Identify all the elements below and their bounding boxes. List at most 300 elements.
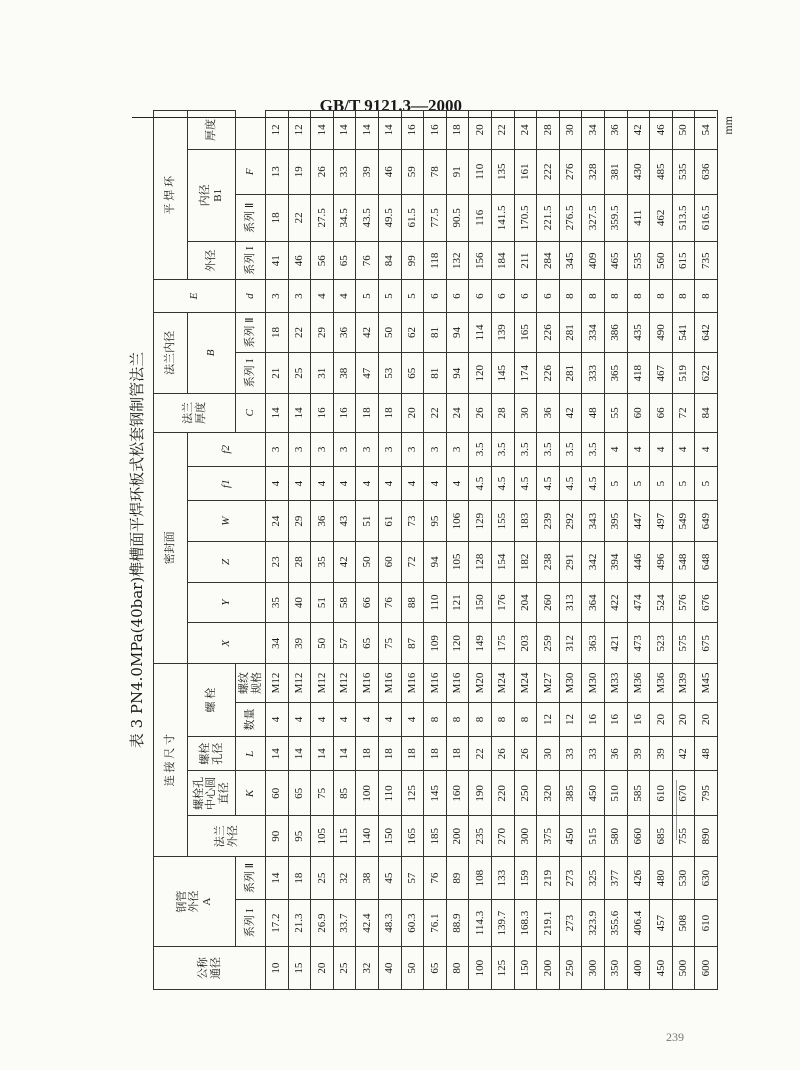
table-cell: 56 [311,241,334,280]
table-cell: 238 [537,542,560,583]
table-cell: 345 [559,241,582,280]
table-row [627,111,650,990]
table-row [582,111,605,990]
table-cell: 108 [469,857,492,900]
w-header: W [188,501,266,542]
table-cell: 60.3 [401,899,424,946]
table-cell: 535 [627,241,650,280]
table-cell: 48.3 [378,899,401,946]
table-cell: 5 [627,467,650,501]
table-cell: 4 [627,432,650,466]
table-cell: 60 [266,771,289,816]
ring-series-2-header: 系列 Ⅱ [236,194,266,241]
table-cell: 14 [266,737,289,771]
table-cell: 114.3 [469,899,492,946]
table-cell: M30 [582,664,605,703]
z-header: Z [188,542,266,583]
table-cell: 20 [311,947,334,990]
table-cell: 155 [491,501,514,542]
table-cell: 33 [559,737,582,771]
table-cell: 72 [672,394,695,433]
table-cell: 42 [333,542,356,583]
table-cell: 18 [446,111,469,150]
table-cell: 29 [288,501,311,542]
table-cell: 8 [514,702,537,736]
table-cell: 450 [650,947,673,990]
table-cell: 89 [446,857,469,900]
table-cell: 53 [378,353,401,394]
table-cell: 8 [469,702,492,736]
table-cell: 364 [582,582,605,623]
table-cell: 61 [378,501,401,542]
table-cell: 14 [356,111,379,150]
table-cell: 515 [582,816,605,857]
table-cell: 473 [627,623,650,664]
table-cell: 200 [446,816,469,857]
table-cell: 88 [401,582,424,623]
table-cell: 3 [266,280,289,312]
table-cell: 161 [514,149,537,194]
table-cell: 4 [604,432,627,466]
table-cell: 16 [424,111,447,150]
table-cell: 685 [650,816,673,857]
table-cell: 14 [288,394,311,433]
table-cell: 325 [582,857,605,900]
table-cell: 4 [446,467,469,501]
table-cell: 4 [288,467,311,501]
table-cell: 203 [514,623,537,664]
table-cell: 260 [537,582,560,623]
table-cell: 60 [627,394,650,433]
table-cell: M39 [672,664,695,703]
table-cell: 8 [424,702,447,736]
table-cell: 90.5 [446,194,469,241]
table-cell: 8 [695,280,718,312]
table-cell: 175 [491,623,514,664]
table-cell: 33.7 [333,899,356,946]
table-cell: 190 [469,771,492,816]
table-cell: 42 [672,737,695,771]
table-cell: 51 [311,582,334,623]
table-cell: 5 [378,280,401,312]
table-cell: 168.3 [514,899,537,946]
table-cell: 26 [469,394,492,433]
table-cell: 485 [650,149,673,194]
table-cell: 333 [582,353,605,394]
table-cell: 140 [356,816,379,857]
table-cell: 615 [672,241,695,280]
table-cell: 273 [559,857,582,900]
table-cell: 36 [311,501,334,542]
table-cell: 342 [582,542,605,583]
table-cell: 313 [559,582,582,623]
table-cell: 3 [333,432,356,466]
table-cell: 660 [627,816,650,857]
table-cell: 28 [537,111,560,150]
table-cell: 81 [424,353,447,394]
table-row [537,111,560,990]
table-cell: 95 [424,501,447,542]
table-cell: 16 [627,702,650,736]
table-cell: 273 [559,899,582,946]
table-cell: 35 [311,542,334,583]
table-cell: 22 [288,312,311,353]
table-cell: 14 [333,737,356,771]
sealing-face-header: 密封面 [154,432,188,664]
table-cell: 165 [514,312,537,353]
table-cell: 91 [446,149,469,194]
table-cell: 24 [266,501,289,542]
table-cell: 4 [311,280,334,312]
table-cell: 30 [559,111,582,150]
table-cell: 400 [627,947,650,990]
table-cell: 4 [356,467,379,501]
table-cell: 139.7 [491,899,514,946]
table-cell: 14 [311,737,334,771]
unit-label: mm [721,116,735,135]
table-cell: 49.5 [378,194,401,241]
table-cell: 62 [401,312,424,353]
rotated-table-frame [123,110,743,990]
table-cell: 200 [537,947,560,990]
table-cell: 46 [650,111,673,150]
table-cell: 38 [333,353,356,394]
table-cell: 18 [446,737,469,771]
table-cell: 8 [672,280,695,312]
table-cell: 18 [424,737,447,771]
table-cell: 25 [311,857,334,900]
table-cell: 221.5 [537,194,560,241]
table-cell: 36 [537,394,560,433]
table-cell: 3 [288,432,311,466]
table-cell: M12 [266,664,289,703]
table-cell: 6 [469,280,492,312]
table-cell: 610 [695,899,718,946]
table-cell: 235 [469,816,492,857]
table-cell: 27.5 [311,194,334,241]
table-row [514,111,537,990]
table-cell: 13 [266,149,289,194]
table-cell: 34 [582,111,605,150]
table-cell: 87 [401,623,424,664]
table-cell: 4 [288,702,311,736]
table-cell: 622 [695,353,718,394]
table-cell: M16 [401,664,424,703]
table-cell: 355.6 [604,899,627,946]
table-cell: 4 [333,702,356,736]
table-cell: 14 [311,111,334,150]
table-cell: 65 [401,353,424,394]
table-cell: 585 [627,771,650,816]
table-cell: 446 [627,542,650,583]
table-cell: 18 [378,394,401,433]
table-cell: 145 [424,771,447,816]
table-cell: 54 [695,111,718,150]
table-cell: M12 [288,664,311,703]
table-cell: 519 [672,353,695,394]
table-row [446,111,469,990]
table-cell: 480 [650,857,673,900]
table-cell: 222 [537,149,560,194]
table-cell: 6 [537,280,560,312]
table-cell: 39 [288,623,311,664]
series-2-header: 系列 Ⅱ [236,857,266,900]
table-cell: 385 [559,771,582,816]
table-cell: 226 [537,353,560,394]
table-cell: 670 [672,771,695,816]
table-cell: 281 [559,353,582,394]
table-cell: 125 [401,771,424,816]
table-cell: 16 [401,111,424,150]
table-cell: 50 [672,111,695,150]
table-cell: 118 [424,241,447,280]
table-cell: 33 [582,737,605,771]
table-cell: 40 [378,947,401,990]
table-cell: 204 [514,582,537,623]
x-header: X [188,623,266,664]
table-cell: 81 [424,312,447,353]
table-cell: 18 [356,394,379,433]
table-cell: M45 [695,664,718,703]
table-cell: 20 [650,702,673,736]
table-cell: 474 [627,582,650,623]
table-cell: 36 [333,312,356,353]
table-cell: 450 [582,771,605,816]
table-cell: 39 [650,737,673,771]
table-cell: 88.9 [446,899,469,946]
table-cell: 43 [333,501,356,542]
table-cell: M30 [559,664,582,703]
table-cell: 5 [650,467,673,501]
table-cell: 8 [491,702,514,736]
table-cell: 648 [695,542,718,583]
table-cell: 14 [333,111,356,150]
series-1-header: 系列 I [236,899,266,946]
table-cell: 4 [378,467,401,501]
table-cell: 4.5 [469,467,492,501]
table-cell: 110 [424,582,447,623]
table-cell: 110 [469,149,492,194]
b-header: B [188,312,236,393]
table-cell: 84 [695,394,718,433]
table-cell: 4 [672,432,695,466]
table-row [559,111,582,990]
table-cell: 50 [356,542,379,583]
table-cell: 4 [401,702,424,736]
table-cell: 510 [604,771,627,816]
table-cell: 467 [650,353,673,394]
table-cell: 15 [288,947,311,990]
table-cell: 535 [672,149,695,194]
table-cell: 121 [446,582,469,623]
table-cell: 580 [604,816,627,857]
table-cell: 6 [446,280,469,312]
table-row [401,111,424,990]
table-cell: 394 [604,542,627,583]
table-cell: 135 [491,149,514,194]
page-number: 239 [666,1030,684,1044]
table-cell: M24 [514,664,537,703]
table-cell: 395 [604,501,627,542]
table-cell: 422 [604,582,627,623]
table-cell: M36 [627,664,650,703]
table-cell: 350 [604,947,627,990]
table-cell: 4.5 [559,467,582,501]
table-cell: 72 [401,542,424,583]
table-cell: 26 [491,737,514,771]
table-cell: 16 [311,394,334,433]
table-cell: 29 [311,312,334,353]
table-cell: 133 [491,857,514,900]
table-cell: 125 [491,947,514,990]
table-cell: 94 [446,353,469,394]
table-cell: 300 [582,947,605,990]
table-cell: 22 [469,737,492,771]
table-cell: 32 [333,857,356,900]
table-cell: 156 [469,241,492,280]
table-cell: 276.5 [559,194,582,241]
table-cell: 110 [378,771,401,816]
table-cell: 4.5 [514,467,537,501]
table-cell: 12 [266,111,289,150]
table-cell: 129 [469,501,492,542]
table-cell: 3.5 [582,432,605,466]
table-cell: M16 [446,664,469,703]
l-header: L [236,737,266,771]
table-cell: 46 [378,149,401,194]
table-cell: 359.5 [604,194,627,241]
table-cell: 4 [333,467,356,501]
table-cell: 150 [378,816,401,857]
table-cell: 139 [491,312,514,353]
table-cell: 42 [356,312,379,353]
table-cell: 42.4 [356,899,379,946]
table-cell: 312 [559,623,582,664]
table-cell: 18 [288,857,311,900]
table-cell: 28 [491,394,514,433]
table-cell: 5 [356,280,379,312]
table-cell: 8 [582,280,605,312]
table-cell: 5 [672,467,695,501]
table-cell: 183 [514,501,537,542]
table-cell: 105 [311,816,334,857]
table-row [333,111,356,990]
table-cell: 323.9 [582,899,605,946]
table-cell: 576 [672,582,695,623]
table-cell: 65 [424,947,447,990]
bore-series-2-header: 系列 Ⅱ [236,312,266,353]
table-cell: 3 [401,432,424,466]
table-cell: 6 [491,280,514,312]
table-cell: 50 [378,312,401,353]
table-cell: 23 [266,542,289,583]
table-cell: 77.5 [424,194,447,241]
table-cell: 21 [266,353,289,394]
table-cell: 5 [604,467,627,501]
table-cell: 375 [537,816,560,857]
table-cell: 12 [537,702,560,736]
table-cell: 3.5 [537,432,560,466]
table-cell: 66 [650,394,673,433]
table-cell: 447 [627,501,650,542]
table-cell: 100 [469,947,492,990]
table-cell: 42 [627,111,650,150]
table-cell: 57 [401,857,424,900]
table-cell: 735 [695,241,718,280]
ring-od-header: 外径 [188,241,236,280]
table-cell: 21.3 [288,899,311,946]
table-cell: 292 [559,501,582,542]
flange-bore-header: 法兰内径 [154,312,188,393]
table-cell: 642 [695,312,718,353]
table-cell: 291 [559,542,582,583]
table-cell: 548 [672,542,695,583]
table-cell: 99 [401,241,424,280]
table-cell: 12 [288,111,311,150]
table-cell: 8 [627,280,650,312]
table-cell: 18 [356,737,379,771]
table-cell: 219.1 [537,899,560,946]
table-row [266,111,289,990]
table-cell: 128 [469,542,492,583]
table-cell: 3 [311,432,334,466]
table-cell: 4 [650,432,673,466]
table-cell: 636 [695,149,718,194]
table-cell: 94 [446,312,469,353]
table-cell: 149 [469,623,492,664]
table-cell: 3 [378,432,401,466]
flange-thickness-header: 法兰 厚度 [154,394,236,433]
table-row [672,111,695,990]
table-cell: 28 [288,542,311,583]
table-cell: 59 [401,149,424,194]
table-cell: M24 [491,664,514,703]
table-cell: 508 [672,899,695,946]
table-cell: 165 [401,816,424,857]
table-cell: 12 [559,702,582,736]
table-cell: 34.5 [333,194,356,241]
table-cell: 154 [491,542,514,583]
table-cell: 141.5 [491,194,514,241]
table-cell: 600 [695,947,718,990]
table-cell: 90 [266,816,289,857]
table-cell: 51 [356,501,379,542]
table-cell: 14 [266,394,289,433]
table-cell: 46 [288,241,311,280]
table-cell: 184 [491,241,514,280]
table-cell: 630 [695,857,718,900]
table-cell: 541 [672,312,695,353]
table-cell: 10 [266,947,289,990]
bolt-qty-header: 数量 [236,702,266,736]
table-cell: 300 [514,816,537,857]
table-cell: 40 [288,582,311,623]
table-cell: 50 [311,623,334,664]
table-cell: 4.5 [582,467,605,501]
table-cell: M20 [469,664,492,703]
table-cell: 18 [378,737,401,771]
table-cell: 48 [582,394,605,433]
table-cell: 211 [514,241,537,280]
table-cell: 33 [333,149,356,194]
table-cell: 100 [356,771,379,816]
table-row [604,111,627,990]
table-cell: 80 [446,947,469,990]
table-cell: 20 [695,702,718,736]
table-cell: 250 [559,947,582,990]
table-cell: 39 [356,149,379,194]
table-cell: M12 [311,664,334,703]
